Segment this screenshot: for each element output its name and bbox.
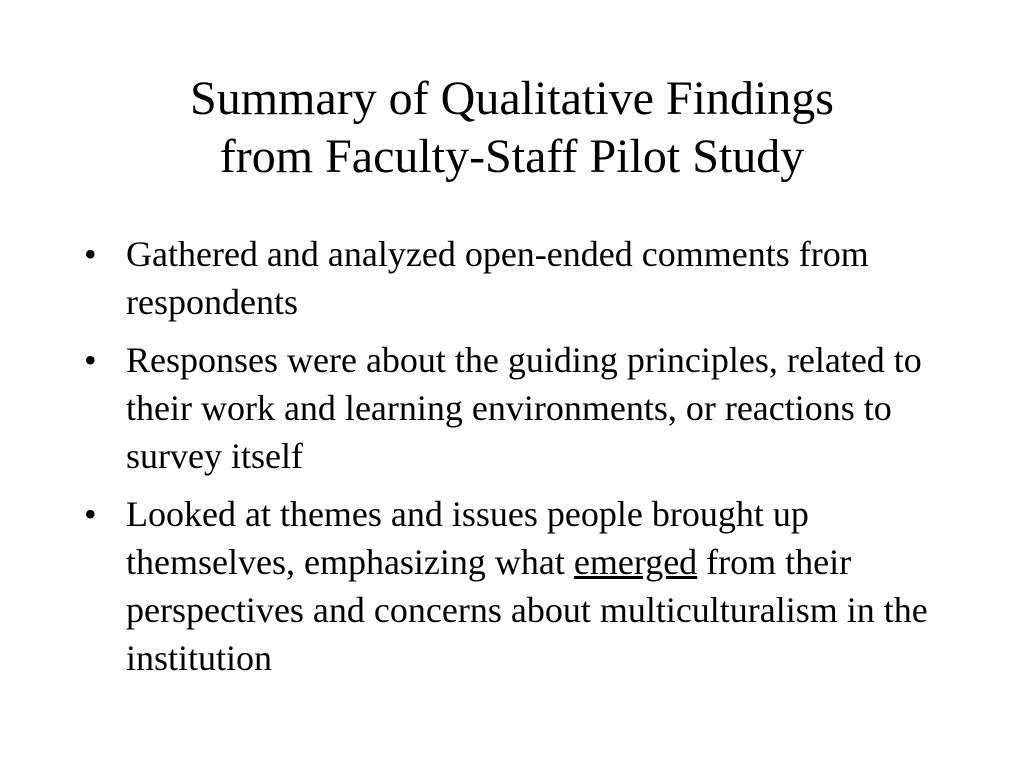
bullet-item-3 [84, 490, 974, 682]
bullet-text-2: Responses were about the guiding principles, related to their work and learning environments, or reactions to survey itself [126, 340, 922, 476]
bullet-text-3-after: from their perspectives and concerns about multiculturalism in the institution [126, 542, 928, 678]
bullet-marker: • [84, 340, 97, 380]
slide-title [40, 70, 984, 186]
title-line-2: from Faculty-Staff Pilot Study [219, 130, 805, 183]
bullet-marker: • [84, 234, 97, 274]
bullet-list [84, 230, 974, 692]
bullet-marker: • [84, 494, 97, 534]
title-line-1: Summary of Qualitative Findings [190, 72, 834, 125]
bullet-text-1: Gathered and analyzed open-ended comments from respondents [126, 234, 869, 322]
bullet-text-3-before: Looked at themes and issues people brought up themselves, emphasizing what [126, 494, 809, 582]
bullet-item-2 [84, 336, 974, 480]
bullet-item-1 [84, 230, 974, 326]
emphasis-emerged: emerged [573, 542, 698, 582]
